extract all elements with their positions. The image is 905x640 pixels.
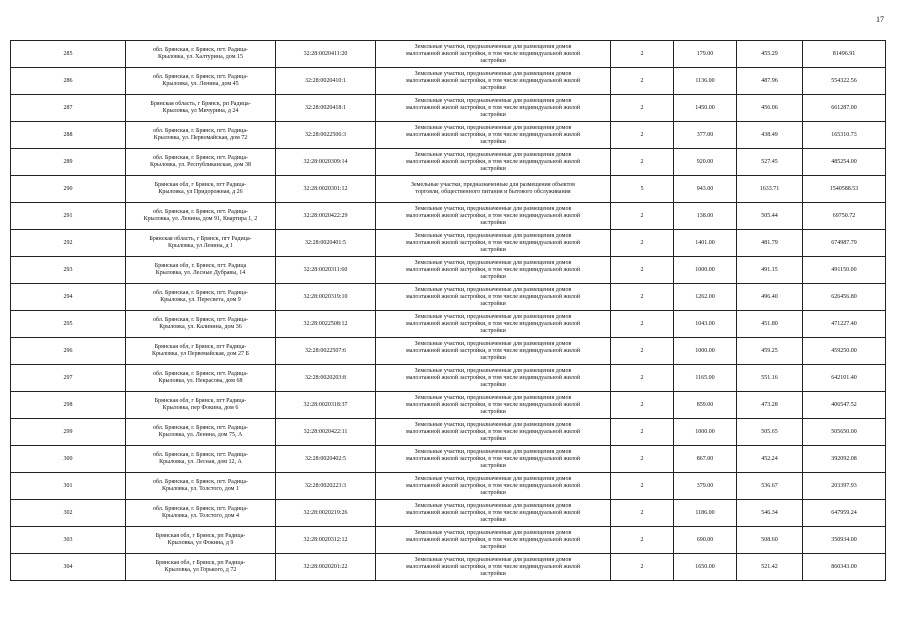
specific-value-cell: 527.45 [737, 149, 803, 176]
cadastral-number-cell: 32:28:0020410:1 [276, 68, 376, 95]
cadastral-value-cell: 647959.24 [803, 500, 886, 527]
specific-value-cell: 481.79 [737, 230, 803, 257]
area-cell: 1000.00 [674, 419, 737, 446]
group-cell: 2 [611, 311, 674, 338]
area-cell: 859.00 [674, 392, 737, 419]
specific-value-cell: 451.80 [737, 311, 803, 338]
group-cell: 2 [611, 338, 674, 365]
land-use-cell: Земельные участки, предназначенные для размещения домов малоэтажной жилой застройки, в том числе индивидуальной жилой застройки [376, 311, 611, 338]
specific-value-cell: 496.40 [737, 284, 803, 311]
specific-value-cell: 459.25 [737, 338, 803, 365]
cadastral-value-cell: 626456.80 [803, 284, 886, 311]
land-plots-table [10, 40, 886, 581]
land-use-cell: Земельные участки, предназначенные для размещения домов малоэтажной жилой застройки, в том числе индивидуальной жилой застройки [376, 68, 611, 95]
cadastral-value-cell: 471227.40 [803, 311, 886, 338]
cadastral-value-cell: 554322.56 [803, 68, 886, 95]
cadastral-value-cell: 485254.00 [803, 149, 886, 176]
cadastral-number-cell: 32:28:0020301:12 [276, 176, 376, 203]
specific-value-cell: 508.60 [737, 527, 803, 554]
cadastral-number-cell: 32:28:0022507:6 [276, 338, 376, 365]
row-number-cell: 300 [11, 446, 126, 473]
cadastral-value-cell: 491150.00 [803, 257, 886, 284]
cadastral-value-cell: 860343.00 [803, 554, 886, 581]
land-use-cell: Земельные участки, предназначенные для размещения домов малоэтажной жилой застройки, в том числе индивидуальной жилой застройки [376, 149, 611, 176]
area-cell: 1450.00 [674, 95, 737, 122]
land-use-cell: Земельные участки, предназначенные для размещения домов малоэтажной жилой застройки, в том числе индивидуальной жилой застройки [376, 230, 611, 257]
cadastral-number-cell: 32:28:0020312:12 [276, 527, 376, 554]
cadastral-number-cell: 32:28:0020411:20 [276, 41, 376, 68]
cadastral-value-cell: 459250.00 [803, 338, 886, 365]
specific-value-cell: 1633.71 [737, 176, 803, 203]
area-cell: 920.00 [674, 149, 737, 176]
group-cell: 2 [611, 392, 674, 419]
address-cell: Брянская обл, г Брянск, пгт Радица- Крыловка, ул Первомайская, дом 27 Б [126, 338, 276, 365]
land-use-cell: Земельные участки, предназначенные для размещения объектов торговли, общественного питания и бытового обслуживания [376, 176, 611, 203]
group-cell: 2 [611, 257, 674, 284]
area-cell: 1000.00 [674, 257, 737, 284]
group-cell: 2 [611, 500, 674, 527]
area-cell: 1136.00 [674, 68, 737, 95]
area-cell: 690.00 [674, 527, 737, 554]
group-cell: 2 [611, 41, 674, 68]
table-row [11, 149, 886, 176]
area-cell: 377.00 [674, 122, 737, 149]
address-cell: обл. Брянская, г. Брянск, пгт. Радица- Крыловка, ул. Толстого, дом 1 [126, 473, 276, 500]
land-use-cell: Земельные участки, предназначенные для размещения домов малоэтажной жилой застройки, в том числе индивидуальной жилой застройки [376, 41, 611, 68]
group-cell: 2 [611, 554, 674, 581]
table-row [11, 419, 886, 446]
table-row [11, 257, 886, 284]
group-cell: 2 [611, 230, 674, 257]
cadastral-value-cell: 203397.93 [803, 473, 886, 500]
table-row [11, 527, 886, 554]
address-cell: обл. Брянская, г. Брянск, пгт. Радица- Крыловка, ул. Ленина, дом 91, Квартира 1, 2 [126, 203, 276, 230]
row-number-cell: 301 [11, 473, 126, 500]
area-cell: 1186.00 [674, 500, 737, 527]
address-cell: обл. Брянская, г. Брянск, пгт. Радица- Крыловка, ул. Ленина, дом 75, А [126, 419, 276, 446]
group-cell: 2 [611, 68, 674, 95]
row-number-cell: 304 [11, 554, 126, 581]
land-use-cell: Земельные участки, предназначенные для размещения домов малоэтажной жилой застройки, в том числе индивидуальной жилой застройки [376, 338, 611, 365]
land-use-cell: Земельные участки, предназначенные для размещения домов малоэтажной жилой застройки, в том числе индивидуальной жилой застройки [376, 500, 611, 527]
cadastral-value-cell: 1540588.53 [803, 176, 886, 203]
area-cell: 867.00 [674, 446, 737, 473]
address-cell: Брянская обл, г. Брянск, пгт. Радица Крыловка, ул. Лесные Дубравы, 14 [126, 257, 276, 284]
cadastral-value-cell: 505650.00 [803, 419, 886, 446]
group-cell: 2 [611, 95, 674, 122]
land-use-cell: Земельные участки, предназначенные для размещения домов малоэтажной жилой застройки, в том числе индивидуальной жилой застройки [376, 446, 611, 473]
cadastral-value-cell: 165310.73 [803, 122, 886, 149]
table-row [11, 41, 886, 68]
land-use-cell: Земельные участки, предназначенные для размещения домов малоэтажной жилой застройки, в том числе индивидуальной жилой застройки [376, 527, 611, 554]
table-row [11, 311, 886, 338]
group-cell: 2 [611, 473, 674, 500]
address-cell: обл. Брянская, г. Брянск, пгт. Радица- Крыловка, ул. Лесная, дом 12, А [126, 446, 276, 473]
table-row [11, 473, 886, 500]
row-number-cell: 299 [11, 419, 126, 446]
cadastral-number-cell: 32:28:0020201:22 [276, 554, 376, 581]
cadastral-value-cell: 661287.00 [803, 95, 886, 122]
specific-value-cell: 551.16 [737, 365, 803, 392]
address-cell: Брянская обл, г Брянск, рп Радица- Крыловка, ул Фокина, д 9 [126, 527, 276, 554]
specific-value-cell: 487.96 [737, 68, 803, 95]
land-use-cell: Земельные участки, предназначенные для размещения домов малоэтажной жилой застройки, в том числе индивидуальной жилой застройки [376, 473, 611, 500]
cadastral-value-cell: 69750.72 [803, 203, 886, 230]
cadastral-number-cell: 32:28:0020319:10 [276, 284, 376, 311]
row-number-cell: 292 [11, 230, 126, 257]
cadastral-number-cell: 32:28:0020318:37 [276, 392, 376, 419]
land-use-cell: Земельные участки, предназначенные для размещения домов малоэтажной жилой застройки, в том числе индивидуальной жилой застройки [376, 122, 611, 149]
cadastral-number-cell: 32:28:0022506:3 [276, 122, 376, 149]
cadastral-number-cell: 32:28:0020422:29 [276, 203, 376, 230]
cadastral-number-cell: 32:28:0020401:5 [276, 230, 376, 257]
specific-value-cell: 456.06 [737, 95, 803, 122]
row-number-cell: 288 [11, 122, 126, 149]
land-use-cell: Земельные участки, предназначенные для размещения домов малоэтажной жилой застройки, в том числе индивидуальной жилой застройки [376, 284, 611, 311]
group-cell: 2 [611, 365, 674, 392]
table-row [11, 446, 886, 473]
table-row [11, 230, 886, 257]
table-row [11, 68, 886, 95]
cadastral-number-cell: 32:28:0020203:8 [276, 365, 376, 392]
cadastral-value-cell: 674987.79 [803, 230, 886, 257]
cadastral-value-cell: 350934.00 [803, 527, 886, 554]
address-cell: обл. Брянская, г. Брянск, пгт. Радица- Крыловка, ул. Халтурина, дом 15 [126, 41, 276, 68]
area-cell: 179.00 [674, 41, 737, 68]
table-row [11, 500, 886, 527]
table-body [11, 41, 886, 581]
address-cell: обл. Брянская, г. Брянск, пгт. Радица- Крыловка, ул. Толстого, дом 4 [126, 500, 276, 527]
row-number-cell: 285 [11, 41, 126, 68]
table-row [11, 95, 886, 122]
cadastral-number-cell: 32:28:0020402:5 [276, 446, 376, 473]
land-use-cell: Земельные участки, предназначенные для размещения домов малоэтажной жилой застройки, в том числе индивидуальной жилой застройки [376, 419, 611, 446]
cadastral-number-cell: 32:28:0020309:14 [276, 149, 376, 176]
address-cell: обл. Брянская, г. Брянск, пгт. Радица- Крыловка, ул. Пересвета, дом 9 [126, 284, 276, 311]
address-cell: обл. Брянская, г. Брянск, пгт. Радица- Крыловка, ул. Республиканская, дом 38 [126, 149, 276, 176]
row-number-cell: 294 [11, 284, 126, 311]
address-cell: Брянская область, г Брянск, пгт Радица- Крыловка, ул Ленина, д 1 [126, 230, 276, 257]
area-cell: 138.00 [674, 203, 737, 230]
land-use-cell: Земельные участки, предназначенные для размещения домов малоэтажной жилой застройки, в том числе индивидуальной жилой застройки [376, 554, 611, 581]
area-cell: 1262.00 [674, 284, 737, 311]
table-row [11, 554, 886, 581]
specific-value-cell: 505.65 [737, 419, 803, 446]
cadastral-value-cell: 392092.08 [803, 446, 886, 473]
group-cell: 2 [611, 527, 674, 554]
group-cell: 2 [611, 203, 674, 230]
page-number: 17 [876, 15, 884, 24]
group-cell: 2 [611, 446, 674, 473]
land-use-cell: Земельные участки, предназначенные для размещения домов малоэтажной жилой застройки, в том числе индивидуальной жилой застройки [376, 392, 611, 419]
row-number-cell: 302 [11, 500, 126, 527]
table-row [11, 284, 886, 311]
cadastral-number-cell: 32:28:0020422:11 [276, 419, 376, 446]
cadastral-number-cell: 32:28:0022508:12 [276, 311, 376, 338]
group-cell: 2 [611, 149, 674, 176]
table-row [11, 338, 886, 365]
specific-value-cell: 473.28 [737, 392, 803, 419]
cadastral-number-cell: 32:28:0020223:3 [276, 473, 376, 500]
row-number-cell: 291 [11, 203, 126, 230]
group-cell: 2 [611, 419, 674, 446]
address-cell: обл. Брянская, г. Брянск, пгт. Радица- Крыловка, ул. Некрасова, дом 68 [126, 365, 276, 392]
land-use-cell: Земельные участки, предназначенные для размещения домов малоэтажной жилой застройки, в том числе индивидуальной жилой застройки [376, 203, 611, 230]
area-cell: 1650.00 [674, 554, 737, 581]
cadastral-number-cell: 32:28:0020311:60 [276, 257, 376, 284]
group-cell: 2 [611, 122, 674, 149]
specific-value-cell: 491.15 [737, 257, 803, 284]
specific-value-cell: 546.34 [737, 500, 803, 527]
specific-value-cell: 452.24 [737, 446, 803, 473]
land-use-cell: Земельные участки, предназначенные для размещения домов малоэтажной жилой застройки, в том числе индивидуальной жилой застройки [376, 365, 611, 392]
specific-value-cell: 438.49 [737, 122, 803, 149]
address-cell: обл. Брянская, г. Брянск, пгт. Радица- Крыловка, ул. Калинина, дом 36 [126, 311, 276, 338]
land-use-cell: Земельные участки, предназначенные для размещения домов малоэтажной жилой застройки, в том числе индивидуальной жилой застройки [376, 95, 611, 122]
table-row [11, 176, 886, 203]
row-number-cell: 303 [11, 527, 126, 554]
specific-value-cell: 455.29 [737, 41, 803, 68]
area-cell: 1165.00 [674, 365, 737, 392]
address-cell: обл. Брянская, г. Брянск, пгт. Радица- Крыловка, ул. Ленина, дом 45 [126, 68, 276, 95]
specific-value-cell: 536.67 [737, 473, 803, 500]
row-number-cell: 290 [11, 176, 126, 203]
area-cell: 1401.00 [674, 230, 737, 257]
cadastral-value-cell: 642101.40 [803, 365, 886, 392]
row-number-cell: 296 [11, 338, 126, 365]
area-cell: 1043.00 [674, 311, 737, 338]
cadastral-value-cell: 81496.91 [803, 41, 886, 68]
row-number-cell: 286 [11, 68, 126, 95]
address-cell: Брянская обл, г Брянск, пгт Радица- Крыловка, ул Придорожная, д 26 [126, 176, 276, 203]
specific-value-cell: 505.44 [737, 203, 803, 230]
group-cell: 2 [611, 284, 674, 311]
cadastral-number-cell: 32:28:0020219:26 [276, 500, 376, 527]
land-use-cell: Земельные участки, предназначенные для размещения домов малоэтажной жилой застройки, в том числе индивидуальной жилой застройки [376, 257, 611, 284]
area-cell: 943.00 [674, 176, 737, 203]
specific-value-cell: 521.42 [737, 554, 803, 581]
group-cell: 5 [611, 176, 674, 203]
cadastral-value-cell: 406547.52 [803, 392, 886, 419]
row-number-cell: 297 [11, 365, 126, 392]
table-row [11, 365, 886, 392]
row-number-cell: 293 [11, 257, 126, 284]
address-cell: обл. Брянская, г. Брянск, пгт. Радица- Крыловка, ул. Первомайская, дом 72 [126, 122, 276, 149]
area-cell: 1000.00 [674, 338, 737, 365]
table-row [11, 392, 886, 419]
area-cell: 379.00 [674, 473, 737, 500]
address-cell: Брянская область, г Брянск, рп Радица- Крыловка, ул Мичурина, д 24 [126, 95, 276, 122]
row-number-cell: 298 [11, 392, 126, 419]
table-row [11, 122, 886, 149]
address-cell: Брянская обл, г Брянск, рп Радица- Крыловка, ул Горького, д 72 [126, 554, 276, 581]
cadastral-number-cell: 32:28:0020418:1 [276, 95, 376, 122]
row-number-cell: 287 [11, 95, 126, 122]
table-row [11, 203, 886, 230]
row-number-cell: 289 [11, 149, 126, 176]
address-cell: Брянская обл, г Брянск, пгт Радица- Крыловка, пер Фокина, дом 6 [126, 392, 276, 419]
row-number-cell: 295 [11, 311, 126, 338]
